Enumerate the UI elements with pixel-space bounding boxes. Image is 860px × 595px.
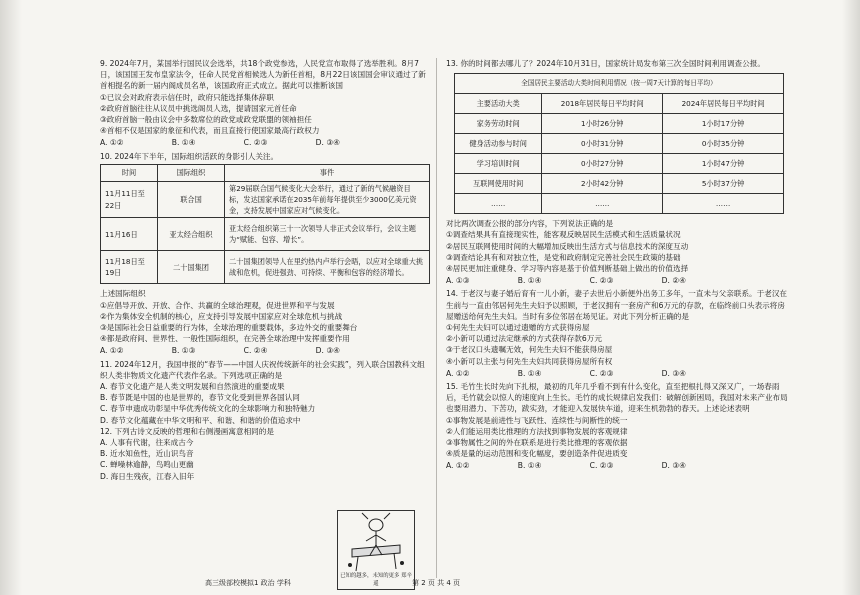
q13-statement-4: ④居民更加注重健身、学习等内容是基于价值判断基础上做出的价值选择 <box>446 264 689 274</box>
q11-option-a[interactable]: A. 春节文化遗产是人类文明发展和自然演进的重要成果 <box>100 382 285 392</box>
q10-option-c[interactable]: C. ②④ <box>243 346 268 356</box>
q10-statement-1: ①应倡导开放、开放、合作、共赢的全球治理观，促进世界和平与发展 <box>100 300 335 310</box>
q13-cell: 0小时27分钟 <box>542 154 663 174</box>
q9-statement-3: ③政府首脑一般由议会中多数席位的政党或政党联盟的领袖担任 <box>100 115 312 125</box>
q13-header-activity: 主要活动大类 <box>455 94 542 114</box>
q13-cell: …… <box>663 194 784 214</box>
left-column <box>100 58 430 482</box>
scan-shadow-left <box>0 0 22 595</box>
q14-options <box>446 368 686 379</box>
q13-cell: 2小时42分钟 <box>542 174 663 194</box>
q9-statement-4: ④首相不仅是国家的象征和代表，而且直接行使国家最高行政权力 <box>100 126 320 136</box>
q15-options <box>446 460 686 471</box>
table-row <box>455 174 784 194</box>
q13-statement-1: ①调查结果具有直接现实性，能客观反映居民生活模式和生活质量状况 <box>446 230 681 240</box>
q13-cell: 5小时37分钟 <box>663 174 784 194</box>
q10-header-event: 事件 <box>225 164 430 181</box>
cartoon-caption: 已知的越多，未知的更多 郑辛遥 <box>340 573 412 587</box>
table-row <box>455 154 784 174</box>
q13-cell: 1小时17分钟 <box>663 114 784 134</box>
q12-option-b[interactable]: B. 近水知鱼性，近山识鸟音 <box>100 449 194 459</box>
column-divider <box>436 58 437 578</box>
q10-row2-org: 亚太经合组织 <box>158 218 225 251</box>
q10-options <box>100 345 340 356</box>
q10-row1-org: 联合国 <box>158 181 225 218</box>
q14-statement-3: ③于老汉口头遗嘱无效，何先生夫妇不能获得房屋 <box>446 345 613 355</box>
q10-statement-4: ④都是政府间、世界性、一般性国际组织，在完善全球治理中发挥重要作用 <box>100 334 350 344</box>
q10-option-b[interactable]: B. ①③ <box>171 346 196 356</box>
q14-statement-2: ②小新可以通过法定继承的方式获得存款6万元 <box>446 334 602 344</box>
q10-stem: 10. 2024年下半年，国际组织活跃的身影引人关注。 <box>100 151 279 161</box>
q10-option-d[interactable]: D. ③④ <box>315 346 340 356</box>
q11-option-b[interactable]: B. 春节既是中国的也是世界的，春节文化受到世界各国认同 <box>100 393 300 403</box>
q9-stem: 9. 2024年7月，某国举行国民议会选举，共18个政党参选，人民党宣布取得了选举胜利。8月7日，该国国王发布皇家法令，任命人民党首相候选人为新任首相，8月22日该国国会审议通过了新首相提名的新一届内阁成员名单，该国政府正式成立。据此可以推断该国 <box>100 59 426 91</box>
table-row <box>101 251 430 284</box>
table-row <box>101 181 430 218</box>
q13-after: 对比两次调查公报的部分内容，下列说法正确的是 <box>446 219 614 229</box>
q10-header-org: 国际组织 <box>158 164 225 181</box>
q10-row3-event: 二十国集团领导人在里约热内卢举行会晤，以应对全球重大挑战和危机，促进强劲、可持续、平衡和包容的经济增长。 <box>225 251 430 284</box>
q15-option-c[interactable]: C. ②③ <box>589 461 614 471</box>
q12-option-c[interactable]: C. 蝉噪林逾静，鸟鸣山更幽 <box>100 460 194 470</box>
table-row <box>455 194 784 214</box>
footer-page-number: 第 2 页 共 4 页 <box>412 579 461 587</box>
q13-table <box>454 73 784 214</box>
q15-statement-2: ②人们能运用类比推理的方法找到事物发展的客观规律 <box>446 426 628 436</box>
right-column <box>446 58 791 474</box>
q15-option-d[interactable]: D. ③④ <box>661 461 686 471</box>
q13-cell: 0小时31分钟 <box>542 134 663 154</box>
table-row <box>455 114 784 134</box>
q11-option-c[interactable]: C. 春节申遗成功彰显中华优秀传统文化的全球影响力和独特魅力 <box>100 404 316 414</box>
q10-row1-event: 第29届联合国气候变化大会举行，通过了新的气候融资目标，发达国家承诺在2035年前每年提供至少3000亿美元资金，支持发展中国家应对气候变化。 <box>225 181 430 218</box>
q10-statement-3: ③是国际社会日益重要的行为体，全球治理的重要载体，多边外交的重要舞台 <box>100 323 358 333</box>
table-row <box>101 218 430 251</box>
q10-row3-org: 二十国集团 <box>158 251 225 284</box>
q13-option-d[interactable]: D. ②④ <box>661 276 686 286</box>
q9-options <box>100 137 340 148</box>
footer-subject: 高三级部校模拟1 政治 学科 <box>205 579 291 587</box>
q13-cell: 1小时47分钟 <box>663 154 784 174</box>
q13-cell: …… <box>542 194 663 214</box>
q13-cell: …… <box>455 194 542 214</box>
q15-statement-1: ①事物发展是前进性与飞跃性、连续性与间断性的统一 <box>446 415 628 425</box>
q15-statement-4: ④质是量的运动范围和变化幅度，要创造条件促进质变 <box>446 449 628 459</box>
q9-statement-1: ①已议会对政府表示信任时，政府只能选择集体辞职 <box>100 92 274 102</box>
q13-cell: 健身活动参与时间 <box>455 134 542 154</box>
q9-statement-2: ②政府首脑往往从议员中挑选阁员人选，提请国家元首任命 <box>100 103 297 113</box>
q13-cell: 1小时26分钟 <box>542 114 663 134</box>
q10-statement-2: ②作为集体安全机制的核心，应支持引导发展中国家应对全球危机与挑战 <box>100 311 343 321</box>
q13-header-2018: 2018年居民每日平均时间 <box>542 94 663 114</box>
q13-cell: 家务劳动时间 <box>455 114 542 134</box>
scan-shadow-right <box>842 0 860 595</box>
q14-option-a[interactable]: A. ①② <box>446 368 470 378</box>
q13-stem: 13. 你的时间都去哪儿了？2024年10月31日，国家统计局发布第三次全国时间利用调查公报。 <box>446 59 765 68</box>
q12-cartoon <box>337 510 415 590</box>
q14-option-b[interactable]: B. ①④ <box>517 368 542 378</box>
q10-row2-time: 11月16日 <box>101 218 158 251</box>
q10-row2-event: 亚太经合组织第三十一次领导人非正式会议举行，会议主题为“赋能、包容、增长”。 <box>225 218 430 251</box>
q14-option-c[interactable]: C. ②③ <box>589 368 614 378</box>
q13-cell: 0小时35分钟 <box>663 134 784 154</box>
q12-stem: 12. 下列古诗文反映的哲理和右侧漫画寓意相同的是 <box>100 426 274 436</box>
q14-stem: 14. 于老汉与妻子婚后育有一儿小新，妻子去世后小新便外出务工多年，一直未与父亲联系。于老汉在生前与一直由邻居何先生夫妇予以照顾，于老汉拥有一套房产和6万元的存款，在临终前口头表示将房屋赠送给何先生夫妇。当时有多位邻居在场见证。对此下列分析正确的是 <box>446 289 788 321</box>
q15-option-b[interactable]: B. ①④ <box>517 461 542 471</box>
q13-option-c[interactable]: C. ②③ <box>589 276 614 286</box>
q11-option-d[interactable]: D. 春节文化蕴藏在中华文明和平、和谐、和谐的价值追求中 <box>100 415 301 425</box>
q10-row1-time: 11月11日至22日 <box>101 181 158 218</box>
q13-header-2024: 2024年居民每日平均时间 <box>663 94 784 114</box>
table-row <box>455 134 784 154</box>
q9-option-b[interactable]: B. ①④ <box>171 138 196 148</box>
q13-statement-2: ②居民互联网使用时间的大幅增加反映出生活方式与信息技术的深度互动 <box>446 241 689 251</box>
q15-stem: 15. 毛竹生长时先向下扎根，最初的几年几乎看不到有什么变化，直至把根扎得又深又广，一场春雨后，毛竹就会以惊人的速度向上生长。毛竹的成长规律启发我们：破解创新困局，我国对未来产业布局也要用潜力、下苦功，跋实劲，才能迎入发展快车道，迎来生机勃勃的春天。上述论述表明 <box>446 382 788 414</box>
q10-table <box>100 164 430 285</box>
q13-table-caption: 全国居民主要活动大类时间利用情况（按一周7天计算的每日平均） <box>455 74 784 94</box>
q10-row3-time: 11月18日至19日 <box>101 251 158 284</box>
q12-option-d[interactable]: D. 海日生残夜，江春入旧年 <box>100 471 195 481</box>
q10-header-time: 时间 <box>101 164 158 181</box>
q14-option-d[interactable]: D. ③④ <box>661 368 686 378</box>
q13-option-a[interactable]: A. ①③ <box>446 276 470 286</box>
q13-cell: 互联网使用时间 <box>455 174 542 194</box>
q9-option-d[interactable]: D. ③④ <box>315 138 340 148</box>
q11-stem: 11. 2024年12月，我国申报的“春节——中国人庆祝传统新年的社会实践”，列入联合国教科文组织人类非物质文化遗产代表作名录。下列选项正确的是 <box>100 359 425 380</box>
q10-after: 上述国际组织 <box>100 289 146 299</box>
q13-option-b[interactable]: B. ①④ <box>517 276 542 286</box>
q10-option-a[interactable]: A. ①② <box>100 346 124 356</box>
q14-statement-1: ①何先生夫妇可以通过遗赠的方式获得房屋 <box>446 323 590 333</box>
q13-options <box>446 275 686 286</box>
q12-option-a[interactable]: A. 人事有代谢，往来成古今 <box>100 438 194 448</box>
q13-cell: 学习培训时间 <box>455 154 542 174</box>
q15-statement-3: ③事物属性之间的外在联系是进行类比推理的客观依据 <box>446 438 628 448</box>
q15-option-a[interactable]: A. ①② <box>446 461 470 471</box>
q14-statement-4: ④小新可以主张与何先生夫妇共同获得房屋所有权 <box>446 356 613 366</box>
q9-option-a[interactable]: A. ①② <box>100 138 124 148</box>
q13-statement-3: ③调查结论具有和对独立性，是党和政府制定完善社会民生政策的基础 <box>446 252 681 262</box>
cartoon-drawing-icon <box>338 511 414 577</box>
q9-option-c[interactable]: C. ②③ <box>243 138 268 148</box>
